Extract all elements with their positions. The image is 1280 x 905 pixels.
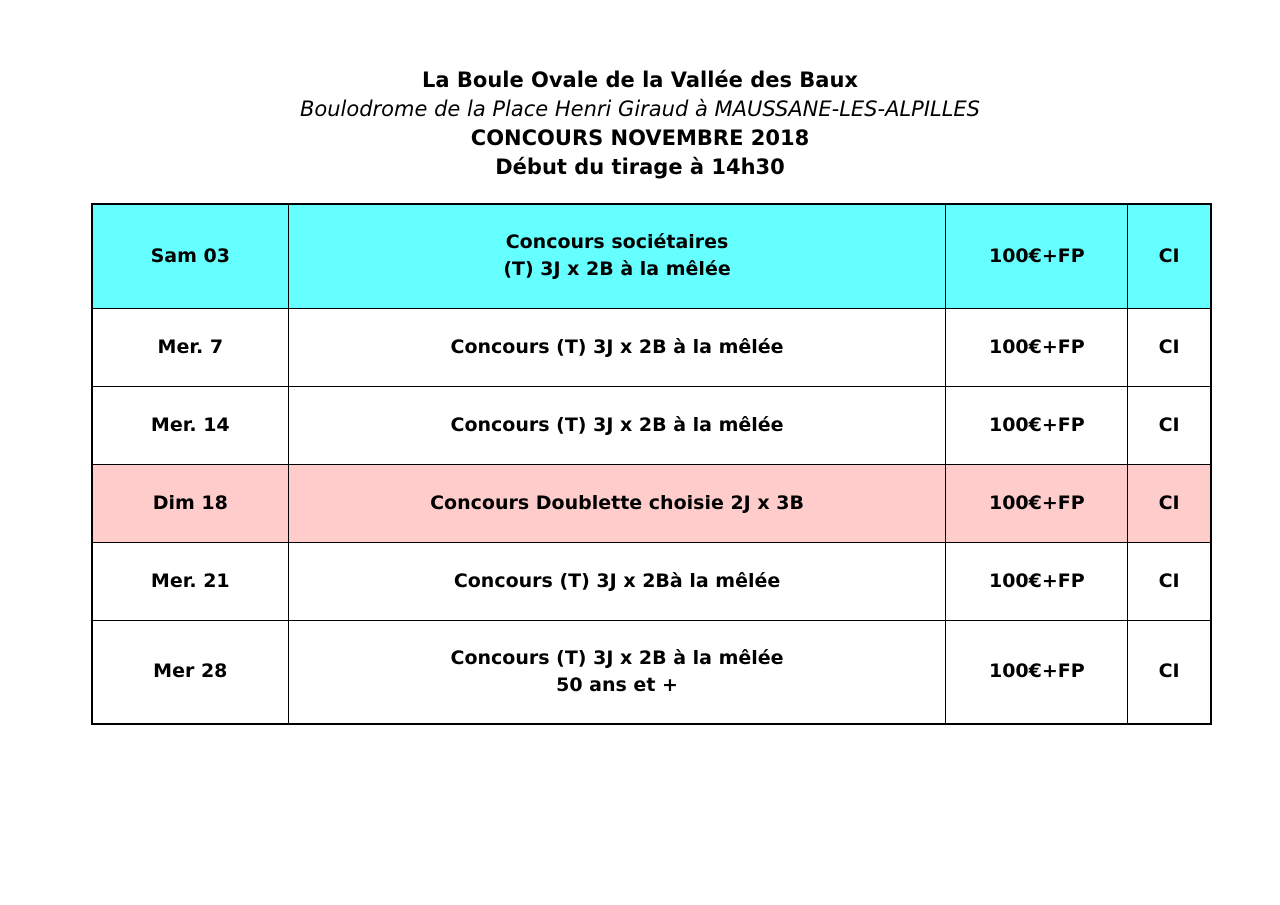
table-row (92, 204, 1211, 308)
row-category: CI (1128, 204, 1211, 308)
row-category: CI (1128, 620, 1211, 724)
event-line: Concours (T) 3J x 2B à la mêlée (450, 335, 784, 358)
event-line: Concours (T) 3J x 2B à la mêlée (450, 646, 784, 669)
row-category: CI (1128, 386, 1211, 464)
row-price: 100€+FP (946, 308, 1128, 386)
schedule-table (91, 203, 1212, 725)
row-price: 100€+FP (946, 464, 1128, 542)
row-date: Sam 03 (92, 204, 288, 308)
club-name: La Boule Ovale de la Vallée des Baux (422, 68, 858, 92)
event-line: Concours (T) 3J x 2B à la mêlée (450, 413, 784, 436)
row-price: 100€+FP (946, 542, 1128, 620)
event-line: (T) 3J x 2B à la mêlée (503, 258, 731, 281)
event-line: 50 ans et + (556, 673, 678, 696)
row-price: 100€+FP (946, 204, 1128, 308)
row-date: Mer 28 (92, 620, 288, 724)
table-row (92, 308, 1211, 386)
table-row (92, 542, 1211, 620)
start-time: Début du tirage à 14h30 (495, 155, 785, 179)
row-price: 100€+FP (946, 386, 1128, 464)
row-event (288, 542, 946, 620)
row-event (288, 308, 946, 386)
event-line: Concours Doublette choisie 2J x 3B (430, 491, 804, 514)
row-category: CI (1128, 542, 1211, 620)
row-price: 100€+FP (946, 620, 1128, 724)
table-row (92, 464, 1211, 542)
row-category: CI (1128, 464, 1211, 542)
row-event (288, 386, 946, 464)
document-title: CONCOURS NOVEMBRE 2018 (470, 126, 810, 150)
row-date: Mer. 7 (92, 308, 288, 386)
row-date: Dim 18 (92, 464, 288, 542)
table-row (92, 386, 1211, 464)
event-line: Concours sociétaires (505, 231, 729, 254)
row-event (288, 620, 946, 724)
row-date: Mer. 14 (92, 386, 288, 464)
row-category: CI (1128, 308, 1211, 386)
table-row (92, 620, 1211, 724)
row-event (288, 204, 946, 308)
row-date: Mer. 21 (92, 542, 288, 620)
event-line: Concours (T) 3J x 2Bà la mêlée (453, 569, 781, 592)
document-header (0, 66, 1280, 182)
row-event (288, 464, 946, 542)
venue-line: Boulodrome de la Place Henri Giraud à MAUSSANE-LES-ALPILLES (299, 97, 981, 121)
